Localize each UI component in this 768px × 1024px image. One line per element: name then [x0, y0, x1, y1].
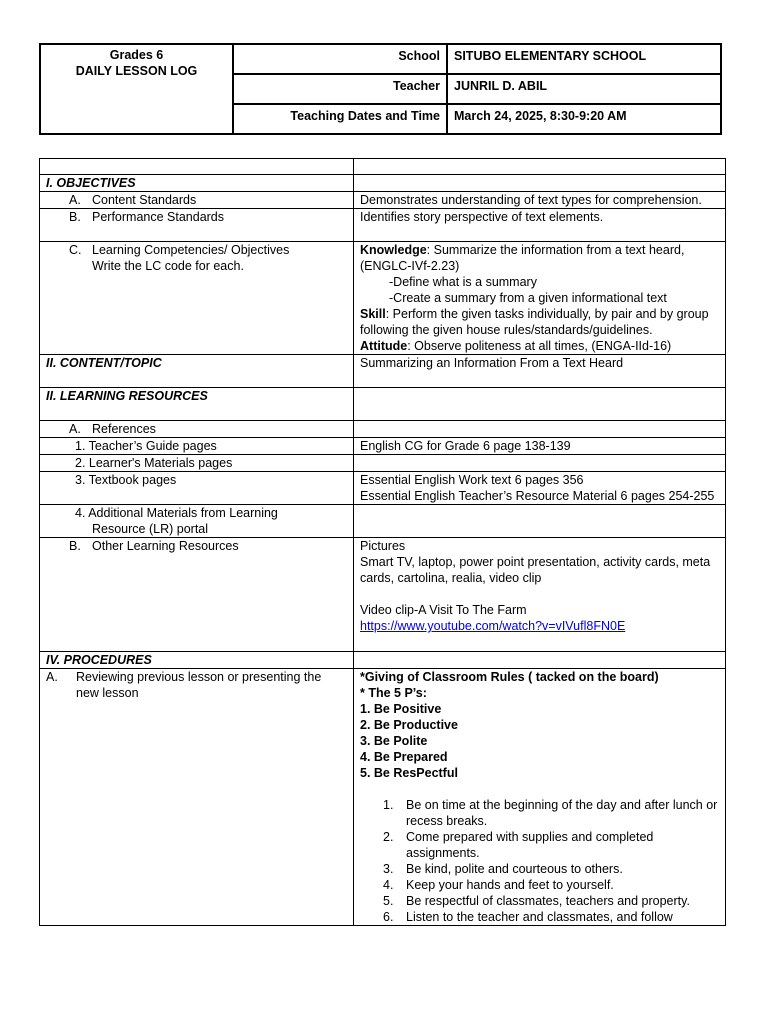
school-value: SITUBO ELEMENTARY SCHOOL	[447, 44, 721, 74]
references-label: References	[92, 422, 156, 436]
teacher-label: Teacher	[233, 74, 447, 104]
table-row	[40, 455, 726, 472]
references-marker: A.	[69, 422, 81, 436]
resources-title: II. LEARNING RESOURCES	[40, 388, 354, 421]
table-row	[40, 438, 726, 455]
header-table	[39, 43, 722, 135]
other-resources-value: Pictures	[360, 539, 406, 553]
rules-title: *Giving of Classroom Rules ( tacked on the board)	[360, 670, 659, 684]
procedure-a-label: Reviewing previous lesson or presenting the new lesson	[76, 670, 322, 700]
video-link[interactable]: https://www.youtube.com/watch?v=vIVufl8FN0E	[360, 619, 626, 633]
table-row	[40, 505, 726, 538]
list-item: 6. Listen to the teacher and classmates, and follow	[383, 910, 673, 924]
dates-value: March 24, 2025, 8:30-9:20 AM	[447, 104, 721, 134]
content-standards-value: Demonstrates understanding of text types for comprehension.	[354, 192, 726, 209]
content-standards-label: Content Standards	[92, 193, 197, 207]
table-row	[40, 652, 726, 669]
list-item: 1. Be on time at the beginning of the day and after lunch or recess breaks.	[383, 798, 718, 828]
knowledge-label: Knowledge	[360, 243, 427, 257]
other-resources-value: Smart TV, laptop, power point presentation, activity cards, meta cards, cartolina, realia, video clip	[360, 555, 711, 585]
five-ps-item: 5. Be ResPectful	[360, 766, 458, 780]
competency-marker: C.	[69, 243, 82, 257]
video-label: Video clip-A Visit To The Farm	[360, 603, 527, 617]
performance-standards-label: Performance Standards	[92, 210, 225, 224]
tg-label: 1. Teacher’s Guide pages	[75, 439, 217, 453]
knowledge-item: -Create a summary from a given informational text	[389, 291, 667, 305]
table-row	[40, 192, 726, 209]
competency-label: Learning Competencies/ Objectives	[92, 243, 290, 257]
teacher-value: JUNRIL D. ABIL	[447, 74, 721, 104]
list-item: 4. Keep your hands and feet to yourself.	[383, 878, 614, 892]
knowledge-text: : Summarize the information from a text heard, (ENGLC-IVf-2.23)	[360, 243, 685, 273]
skill-text: : Perform the given tasks individually, by pair and by group following the given house rules/standards/guidelines.	[360, 307, 709, 337]
dates-label: Teaching Dates and Time	[233, 104, 447, 134]
content-standards-marker: A.	[69, 193, 81, 207]
table-row	[40, 175, 726, 192]
five-ps-item: 1. Be Positive	[360, 702, 442, 716]
table-row	[40, 355, 726, 388]
procedures-title: IV. PROCEDURES	[40, 652, 354, 669]
log-title-cell	[40, 44, 233, 134]
school-label: School	[233, 44, 447, 74]
other-resources-label: Other Learning Resources	[92, 539, 239, 553]
knowledge-item: -Define what is a summary	[389, 275, 537, 289]
attitude-text: : Observe politeness at all times, (ENGA-IId-16)	[407, 339, 672, 353]
lesson-table	[39, 158, 726, 926]
tb-value: Essential English Work text 6 pages 356	[360, 473, 584, 487]
tb-label: 3. Textbook pages	[75, 473, 177, 487]
table-row	[40, 242, 726, 355]
objectives-title: I. OBJECTIVES	[40, 175, 354, 192]
performance-standards-marker: B.	[69, 210, 81, 224]
table-row	[40, 209, 726, 242]
attitude-label: Attitude	[360, 339, 408, 353]
tb-value: Essential English Teacher’s Resource Material 6 pages 254-255	[360, 489, 715, 503]
procedure-a-marker: A.	[46, 670, 58, 684]
table-row	[40, 538, 726, 652]
five-ps-title: * The 5 P’s:	[360, 686, 427, 700]
five-ps-item: 4. Be Prepared	[360, 750, 448, 764]
other-resources-marker: B.	[69, 539, 81, 553]
content-value: Summarizing an Information From a Text Heard	[354, 355, 726, 388]
table-row	[40, 388, 726, 421]
five-ps-item: 3. Be Polite	[360, 734, 428, 748]
list-item: 3. Be kind, polite and courteous to others.	[383, 862, 623, 876]
table-row	[40, 421, 726, 438]
tg-value: English CG for Grade 6 page 138-139	[354, 438, 726, 455]
performance-standards-value: Identifies story perspective of text elements.	[354, 209, 726, 242]
five-ps-item: 2. Be Productive	[360, 718, 458, 732]
additional-materials-label: 4. Additional Materials from Learning	[75, 506, 278, 520]
table-row	[40, 472, 726, 505]
additional-materials-label: Resource (LR) portal	[92, 522, 209, 536]
skill-label: Skill	[360, 307, 386, 321]
grade-label: Grades 6	[109, 48, 164, 62]
competency-value	[354, 242, 726, 355]
competency-sub: Write the LC code for each.	[92, 259, 244, 273]
log-title: DAILY LESSON LOG	[75, 64, 198, 78]
list-item: 2. Come prepared with supplies and completed assignments.	[383, 830, 654, 860]
content-title: II. CONTENT/TOPIC	[40, 355, 354, 388]
list-item: 5. Be respectful of classmates, teachers and property.	[383, 894, 690, 908]
lm-label: 2. Learner's Materials pages	[75, 456, 233, 470]
table-row	[40, 159, 726, 175]
rules-list	[360, 797, 719, 925]
table-row	[40, 669, 726, 926]
